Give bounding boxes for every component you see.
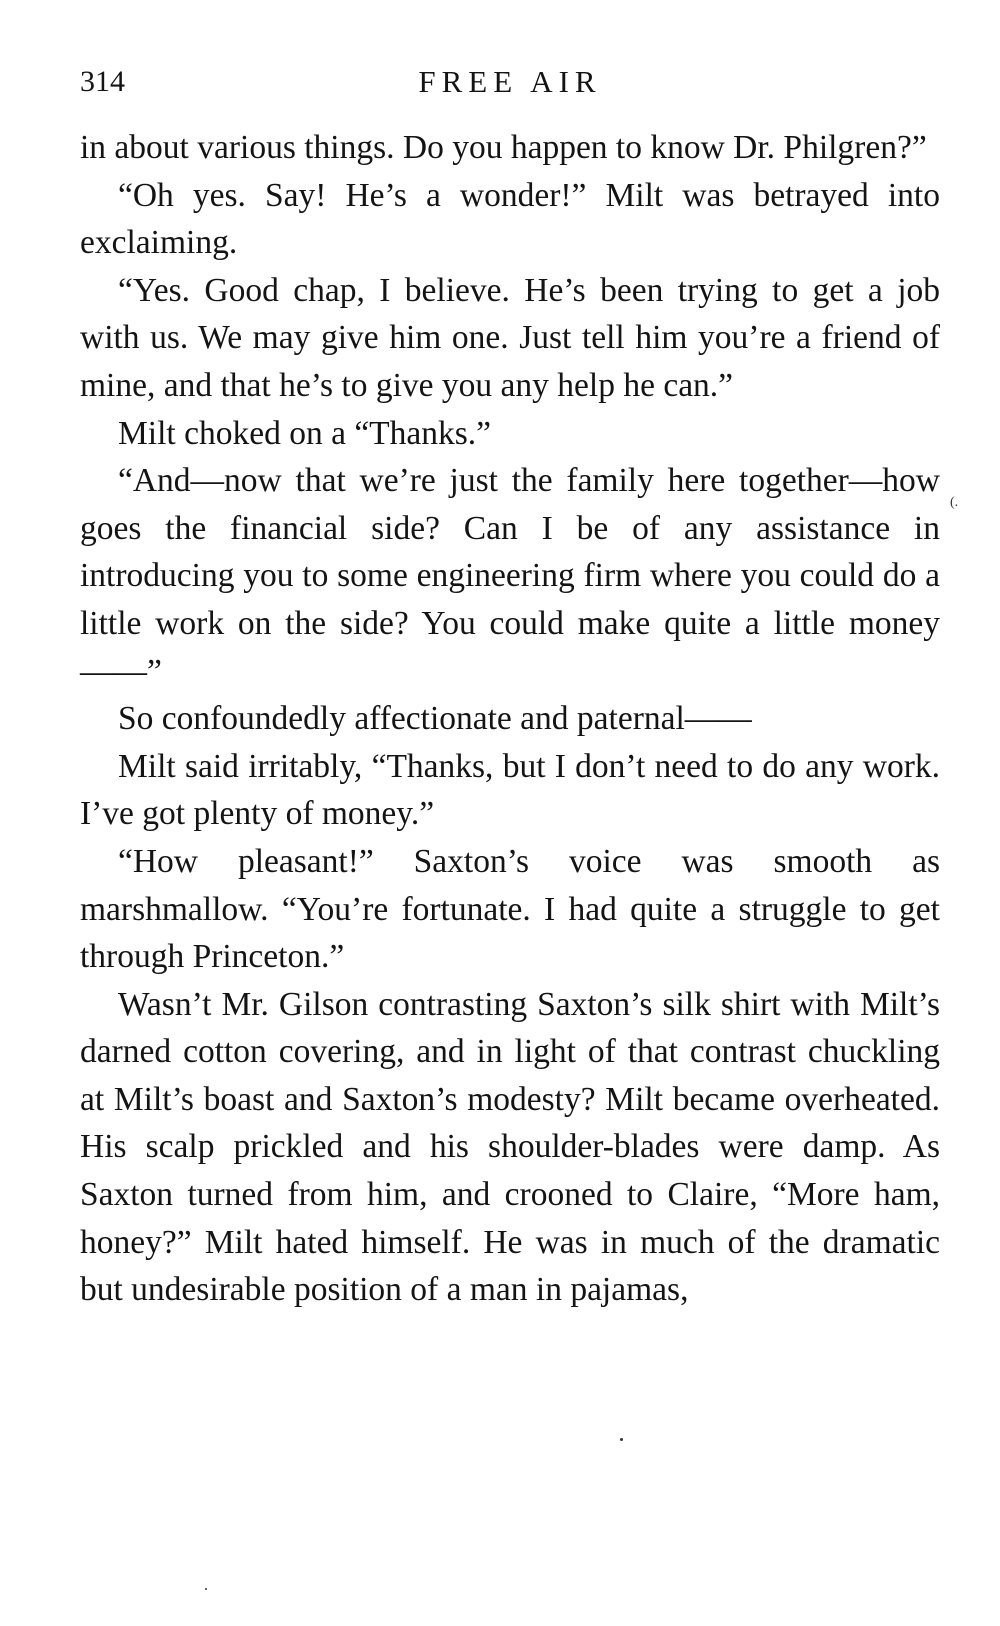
print-speck	[205, 1588, 207, 1590]
paragraph: “And—now that we’re just the family here together—how goes the financial side? Can I be of any assistance in introducing you to some engineering firm where you could do a little work on the side? You could make quite a little money——”	[80, 462, 940, 690]
margin-mark: (.	[950, 495, 959, 510]
paragraph: “Oh yes. Say! He’s a wonder!” Milt was betrayed into exclaiming.	[80, 176, 940, 262]
paragraph: Wasn’t Mr. Gilson contrasting Saxton’s silk shirt with Milt’s darned cotton covering, and in light of that contrast chuckling at Milt’s boast and Saxton’s modesty? Milt became overheated. His scalp prickled and his shoulder-blades were damp. As Saxton turned from him, and crooned to Claire, “More ham, honey?” Milt hated himself. He was in much of the dramatic but undesirable position of a man in pajamas,	[80, 985, 940, 1309]
paragraph: Milt said irritably, “Thanks, but I don’t need to do any work. I’ve got plenty of money.”	[80, 747, 940, 833]
body-text	[80, 124, 940, 1314]
paragraph: in about various things. Do you happen to know Dr. Philgren?”	[80, 129, 927, 166]
page-number: 314	[80, 65, 125, 98]
print-speck	[620, 1438, 623, 1441]
paragraph: “How pleasant!” Saxton’s voice was smooth as marshmallow. “You’re fortunate. I had quite a struggle to get through Princeton.”	[80, 842, 940, 976]
paragraph: Milt choked on a “Thanks.”	[118, 414, 492, 452]
paragraph: So confoundedly affectionate and paternal——	[118, 700, 752, 738]
page-header	[80, 62, 940, 102]
paragraph: “Yes. Good chap, I believe. He’s been trying to get a job with us. We may give him one. Just tell him you’re a friend of mine, and that he’s to give you any help he can.”	[80, 271, 940, 404]
running-title: FREE AIR	[418, 64, 602, 99]
